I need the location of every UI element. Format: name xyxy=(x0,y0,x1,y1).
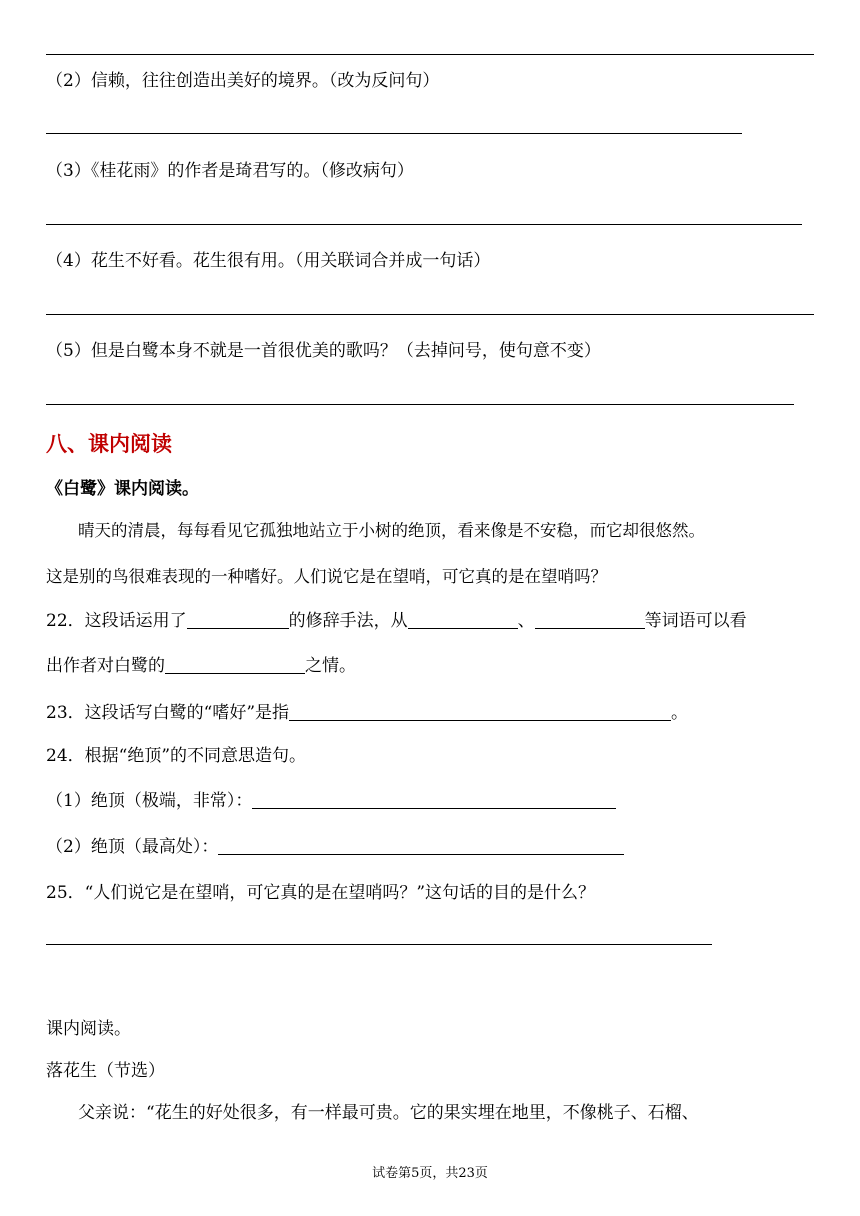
q22-blank-4[interactable] xyxy=(165,655,305,674)
q23-text-b: 。 xyxy=(671,703,689,723)
section-heading: 八、课内阅读 xyxy=(46,432,172,456)
q22-text-d: 等词语可以看 xyxy=(644,611,747,631)
question-22-line-1 xyxy=(46,610,747,632)
answer-line-q1 xyxy=(46,54,814,55)
q24-2-text: （2）绝顶（最高处）： xyxy=(46,837,219,857)
q24-2-blank[interactable] xyxy=(218,836,624,855)
next-reading-intro: 课内阅读。 xyxy=(46,1019,131,1039)
q22-text-f: 之情。 xyxy=(305,656,356,676)
question-4: （4）花生不好看。花生很有用。（用关联词合并成一句话） xyxy=(46,251,491,271)
passage-line-2: 这是别的鸟很难表现的一种嗜好。人们说它是在望哨，可它真的是在望哨吗？ xyxy=(46,567,607,586)
q22-blank-1[interactable] xyxy=(187,610,289,629)
answer-line-q3 xyxy=(46,224,802,225)
question-24: 24．根据“绝顶”的不同意思造句。 xyxy=(46,746,307,766)
question-24-2 xyxy=(46,836,624,858)
question-24-1 xyxy=(46,790,616,812)
question-22-line-2 xyxy=(46,655,356,677)
question-2: （2）信赖，往往创造出美好的境界。（改为反问句） xyxy=(46,71,440,91)
q24-1-text: （1）绝顶（极端，非常）： xyxy=(46,791,253,811)
reading-title: 《白鹭》课内阅读。 xyxy=(46,479,199,499)
q23-blank[interactable] xyxy=(289,702,671,721)
answer-line-q25 xyxy=(46,944,712,945)
question-25: 25．“人们说它是在望哨，可它真的是在望哨吗？”这句话的目的是什么？ xyxy=(46,883,596,903)
page-footer: 试卷第5页，共23页 xyxy=(372,1166,488,1181)
q22-text-a: 22．这段话运用了 xyxy=(46,611,187,631)
q22-blank-2[interactable] xyxy=(408,610,518,629)
q22-text-b: 的修辞手法，从 xyxy=(288,611,408,631)
answer-line-q2 xyxy=(46,133,742,134)
q22-blank-3[interactable] xyxy=(535,610,645,629)
q22-text-c: 、 xyxy=(517,611,535,631)
next-passage-line-1: 父亲说：“花生的好处很多，有一样最可贵。它的果实埋在地里，不像桃子、石榴、 xyxy=(78,1103,699,1123)
question-23 xyxy=(46,702,688,724)
q24-1-blank[interactable] xyxy=(252,790,616,809)
answer-line-q5 xyxy=(46,404,794,405)
question-5: （5）但是白鹭本身不就是一首很优美的歌吗？（去掉问号，使句意不变） xyxy=(46,341,601,361)
answer-line-q4 xyxy=(46,314,814,315)
q22-text-e: 出作者对白鹭的 xyxy=(46,656,165,676)
q23-text-a: 23．这段话写白鹭的“嗜好”是指 xyxy=(46,703,290,723)
next-reading-title: 落花生（节选） xyxy=(46,1061,165,1081)
passage-line-1: 晴天的清晨，每每看见它孤独地站立于小树的绝顶，看来像是不安稳，而它却很悠然。 xyxy=(78,521,705,540)
question-3: （3）《桂花雨》的作者是琦君写的。（修改病句） xyxy=(46,161,414,181)
